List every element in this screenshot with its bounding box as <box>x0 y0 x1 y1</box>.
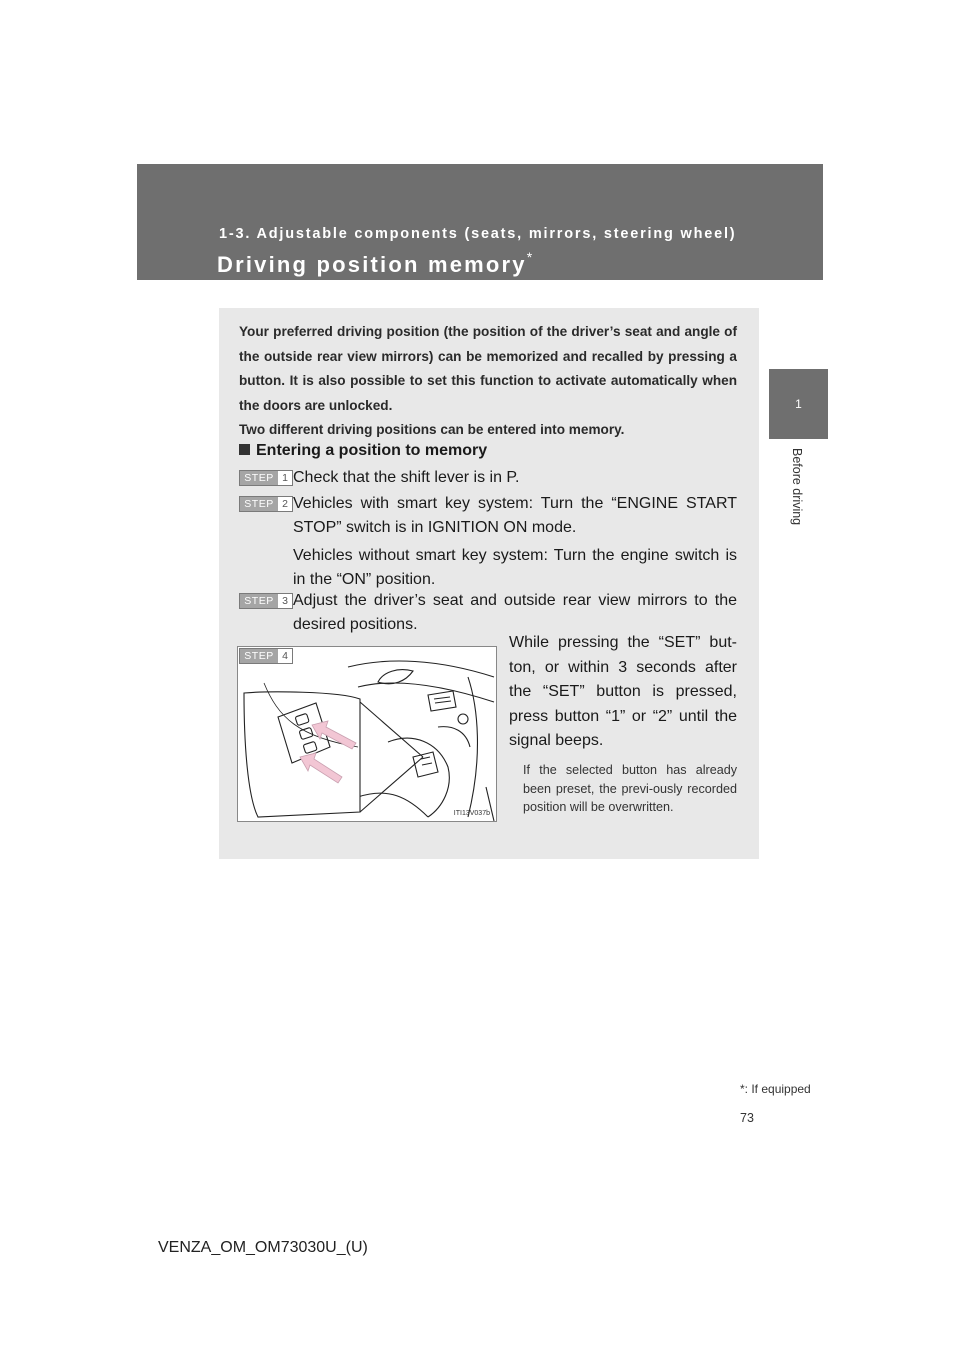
step-2-text <box>293 492 737 592</box>
intro-paragraph: Your preferred driving position (the position of the driver’s seat and angle of the outside rear view mirrors) can be memorized and recalled by pressing a button. It is also possible to set this function to activate automatically when the doors are unlocked. <box>239 324 737 413</box>
step-3-tag <box>239 593 293 609</box>
illustration-drawing <box>238 647 496 821</box>
document-id: VENZA_OM_OM73030U_(U) <box>158 1239 368 1256</box>
step-number: 4 <box>282 650 288 662</box>
subheading-text: Entering a position to memory <box>256 442 488 459</box>
intro-text <box>239 320 737 443</box>
step-number: 3 <box>282 595 288 607</box>
asterisk-icon: * <box>740 1082 745 1096</box>
step-line: Check that the shift lever is in P. <box>293 469 520 486</box>
section-title: 1-3. Adjustable components (seats, mirrors, steering wheel) <box>219 226 737 242</box>
step-3-text <box>293 589 737 637</box>
step-word: STEP <box>240 594 278 608</box>
step-4-note <box>523 761 737 817</box>
subheading <box>239 442 487 460</box>
step-line: Vehicles without smart key system: Turn the engine switch is in the “ON” position. <box>293 547 737 588</box>
step-line: Vehicles with smart key system: Turn the “ENGINE START STOP” switch is in IGNITION ON mode. <box>293 495 737 536</box>
step-word: STEP <box>240 471 278 485</box>
step-word: STEP <box>240 497 278 511</box>
chapter-tab <box>769 369 828 439</box>
footnote <box>740 1082 811 1096</box>
step-line: While pressing the “SET” but-ton, or within 3 seconds after the “SET” button is pressed, press button “1” or “2” until the signal beeps. <box>509 634 737 749</box>
step-number: 2 <box>282 498 288 510</box>
step-1-text <box>293 466 737 490</box>
step-1-tag <box>239 470 293 486</box>
footnote-text: : If equipped <box>744 1082 811 1096</box>
step-4-text <box>509 631 737 754</box>
step-4-tag <box>239 648 293 664</box>
note-text: If the selected button has already been preset, the previ-ously recorded position will be overwritten. <box>523 763 737 814</box>
step-word: STEP <box>240 649 278 663</box>
memory-switch-illustration <box>237 646 497 822</box>
content-panel <box>219 308 759 859</box>
intro-paragraph: Two different driving positions can be entered into memory. <box>239 422 625 437</box>
figure-code: ITI13V037b <box>453 810 490 817</box>
page-title-text: Driving position memory <box>217 252 527 277</box>
page-title <box>217 249 532 278</box>
section-header <box>137 164 823 280</box>
step-number: 1 <box>282 472 288 484</box>
step-line: Adjust the driver’s seat and outside rear view mirrors to the desired positions. <box>293 592 737 633</box>
square-bullet-icon <box>239 444 250 455</box>
step-2-tag <box>239 496 293 512</box>
chapter-label: Before driving <box>790 448 804 526</box>
equipped-mark: * <box>526 249 533 265</box>
page-number: 73 <box>740 1111 754 1125</box>
chapter-number: 1 <box>795 397 802 411</box>
